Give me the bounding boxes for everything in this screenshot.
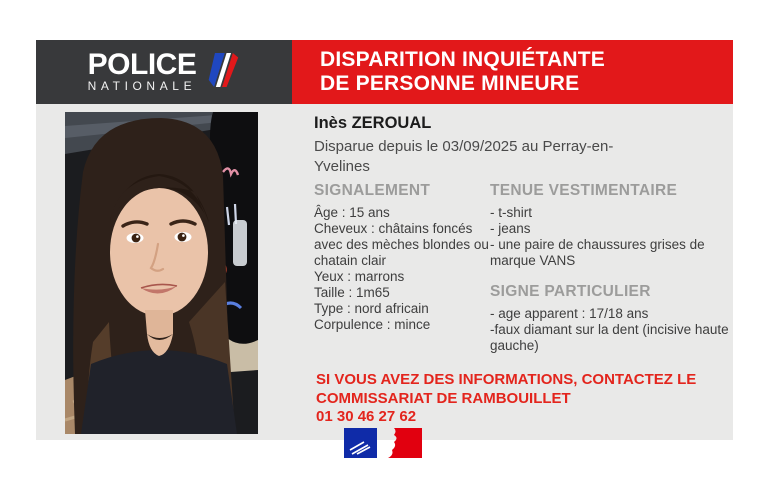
tenue-signe-section xyxy=(490,182,735,354)
brand-nationale: NATIONALE xyxy=(87,79,197,93)
signalement-section xyxy=(314,182,500,333)
missing-person-photo xyxy=(65,112,258,434)
alert-banner-line1: DISPARITION INQUIÉTANTE xyxy=(320,48,605,71)
signalement-corpulence: Corpulence : mince xyxy=(314,317,431,332)
marianne-french-government-logo-icon xyxy=(344,428,422,458)
signalement-yeux: Yeux : marrons xyxy=(314,269,405,284)
brand-police: POLICE xyxy=(87,48,197,81)
signe-faux-diamant: -faux diamant sur la dent (incisive haute gauche) xyxy=(490,322,729,353)
tenue-title: TENUE VESTIMENTAIRE xyxy=(490,182,678,199)
police-tricolor-flame-icon xyxy=(206,51,240,94)
police-nationale-logo xyxy=(36,40,292,104)
signalement-age: Âge : 15 ans xyxy=(314,205,390,220)
tenue-tshirt: - t-shirt xyxy=(490,205,532,220)
person-name: Inès ZEROUAL xyxy=(314,114,432,132)
disappearance-info: Disparue depuis le 03/09/2025 au Perray-en-Yvelines xyxy=(314,138,614,175)
contact-line2: COMMISSARIAT DE RAMBOUILLET xyxy=(316,389,571,407)
contact-phone: 01 30 46 27 62 xyxy=(316,408,417,425)
signalement-cheveux: Cheveux : châtains foncés avec des mèches blondes ou chatain clair xyxy=(314,221,489,268)
signalement-type: Type : nord africain xyxy=(314,301,429,316)
signe-title: SIGNE PARTICULIER xyxy=(490,283,651,300)
alert-banner xyxy=(292,40,733,104)
signalement-title: SIGNALEMENT xyxy=(314,182,431,199)
signe-age-apparent: - age apparent : 17/18 ans xyxy=(490,306,649,321)
contact-info xyxy=(316,371,716,427)
tenue-jeans: - jeans xyxy=(490,221,531,236)
alert-banner-line2: DE PERSONNE MINEURE xyxy=(320,72,580,95)
police-nationale-wordmark xyxy=(87,48,197,93)
tenue-chaussures: - une paire de chaussures grises de marque VANS xyxy=(490,237,705,268)
contact-line1: SI VOUS AVEZ DES INFORMATIONS, CONTACTEZ LE xyxy=(316,371,697,388)
signalement-taille: Taille : 1m65 xyxy=(314,285,390,300)
